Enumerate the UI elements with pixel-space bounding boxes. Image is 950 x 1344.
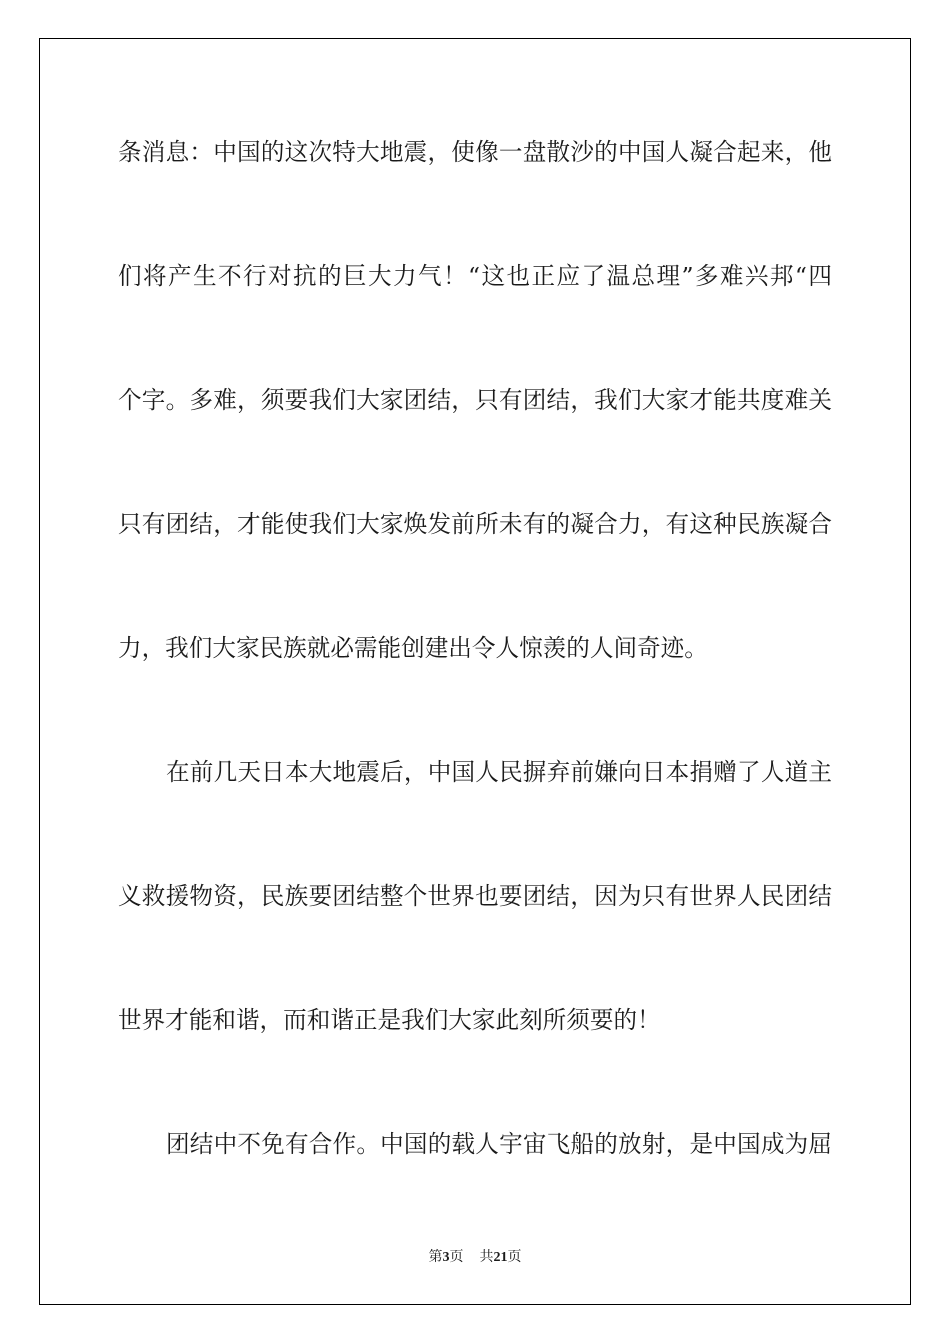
page-number: 3 — [442, 1250, 450, 1265]
total-prefix: 共 — [479, 1250, 494, 1265]
paragraph-line-8: 世界才能和谐，而和谐正是我们大家此刻所须要的！ — [118, 1006, 661, 1034]
page-suffix: 页 — [449, 1250, 464, 1265]
total-pages: 21 — [493, 1250, 508, 1265]
paragraph-line-7: 义救援物资，民族要团结整个世界也要团结，因为只有世界人民团结 — [118, 882, 832, 910]
paragraph-line-1: 条消息：中国的这次特大地震，使像一盘散沙的中国人凝合起来，他 — [118, 138, 832, 166]
page-border — [39, 38, 911, 1305]
paragraph-line-9: 团结中不免有合作。中国的载人宇宙飞船的放射，是中国成为屈 — [166, 1130, 832, 1158]
paragraph-line-5: 力，我们大家民族就必需能创建出令人惊羡的人间奇迹。 — [118, 634, 708, 662]
paragraph-line-6: 在前几天日本大地震后，中国人民摒弃前嫌向日本捐赠了人道主 — [166, 758, 832, 786]
paragraph-line-4: 只有团结，才能使我们大家焕发前所未有的凝合力，有这种民族凝合 — [118, 510, 832, 538]
total-suffix: 页 — [507, 1250, 522, 1265]
paragraph-line-2: 们将产生不行对抗的巨大力气！“这也正应了温总理”多难兴邦“四 — [118, 262, 832, 290]
paragraph-line-3: 个字。多难，须要我们大家团结，只有团结，我们大家才能共度难关 — [118, 386, 832, 414]
page-footer — [0, 1249, 950, 1267]
page-prefix: 第 — [428, 1250, 443, 1265]
